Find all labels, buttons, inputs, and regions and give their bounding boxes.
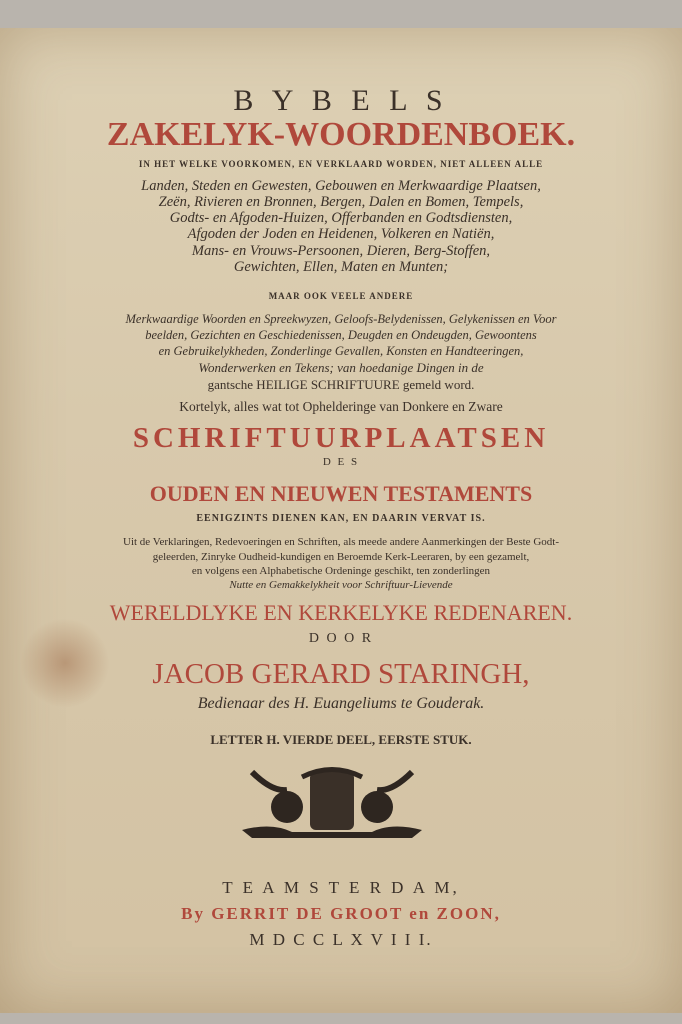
- list3-line: en volgens een Alphabetische Ordeninge geschikt, ten zonderlingen: [191, 565, 491, 577]
- schrift-line: SCHRIFTUURPLAATSEN: [132, 422, 550, 454]
- title-main: ZAKELYK-WOORDENBOEK.: [106, 116, 576, 153]
- list3-line: Uit de Verklaringen, Redevoeringen en Schriften, als meede andere Aanmerkingen der Beste Godt-: [123, 536, 559, 548]
- list3-line: Nutte en Gemakkelykheit voor Schriftuur-Lievende: [229, 579, 453, 591]
- door-line: D O O R: [308, 631, 374, 646]
- maar-line: MAAR OOK VEELE ANDERE: [268, 291, 414, 301]
- list2-line: beelden, Gezichten en Geschiedenissen, Deugden en Ondeugden, Gewoontens: [145, 328, 537, 342]
- eenigzints-line: EENIGZINTS DIENEN KAN, EN DAARIN VERVAT IS.: [196, 513, 486, 524]
- title-bybels: B Y B E L S: [233, 84, 449, 117]
- list2-line: Merkwaardige Woorden en Spreekwyzen, Geloofs-Belydenissen, Gelykenissen en Voor: [125, 312, 557, 326]
- bedienaar-line: Bedienaar des H. Euangeliums te Gouderak.: [197, 695, 485, 712]
- title-page: [0, 28, 682, 1013]
- author-line: JACOB GERARD STARINGH,: [152, 658, 530, 690]
- intro-line: IN HET WELKE VOORKOMEN, EN VERKLAARD WORDEN, NIET ALLEEN ALLE: [138, 159, 544, 169]
- list2-line: Wonderwerken en Tekens; van hoedanige Dingen in de: [198, 360, 484, 375]
- imprint-city: T E A M S T E R D A M,: [222, 878, 460, 897]
- list1-line: Zeën, Rivieren en Bronnen, Bergen, Dalen en Bomen, Tempels,: [158, 194, 524, 210]
- list3-line: geleerden, Zinryke Oudheid-kundigen en Beroemde Kerk-Leeraren, by een gezamelt,: [152, 551, 530, 563]
- printers-ornament-icon: [232, 762, 432, 842]
- list2-line: gantsche HEILIGE SCHRIFTUURE gemeld word.: [207, 377, 475, 392]
- list1-line: Godts- en Afgoden-Huizen, Offerbanden en Godtsdiensten,: [169, 210, 513, 226]
- letter-line: LETTER H. VIERDE DEEL, EERSTE STUK.: [210, 732, 472, 747]
- list1-line: Mans- en Vrouws-Persoonen, Dieren, Berg-Stoffen,: [191, 243, 491, 259]
- testaments-line: OUDEN EN NIEUWEN TESTAMENTS: [149, 481, 533, 506]
- list1-line: Landen, Steden en Gewesten, Gebouwen en Merkwaardige Plaatsen,: [141, 178, 541, 194]
- wereldlyke-line: WERELDLYKE EN KERKELYKE REDENAREN.: [109, 600, 573, 625]
- list1-line: Gewichten, Ellen, Maten en Munten;: [233, 259, 449, 275]
- des-line: D E S: [322, 456, 360, 468]
- list2-line: en Gebruikelykheden, Zonderlinge Gevallen, Konsten en Handteeringen,: [158, 344, 524, 358]
- list1-line: Afgoden der Joden en Heidenen, Volkeren en Natiën,: [187, 226, 495, 242]
- imprint-publisher: By GERRIT DE GROOT en ZOON,: [181, 904, 501, 923]
- kortelyk-line: Kortelyk, alles wat tot Ophelderinge van Donkere en Zware: [179, 399, 503, 414]
- imprint-year: M D C C L X V I I I.: [249, 930, 433, 949]
